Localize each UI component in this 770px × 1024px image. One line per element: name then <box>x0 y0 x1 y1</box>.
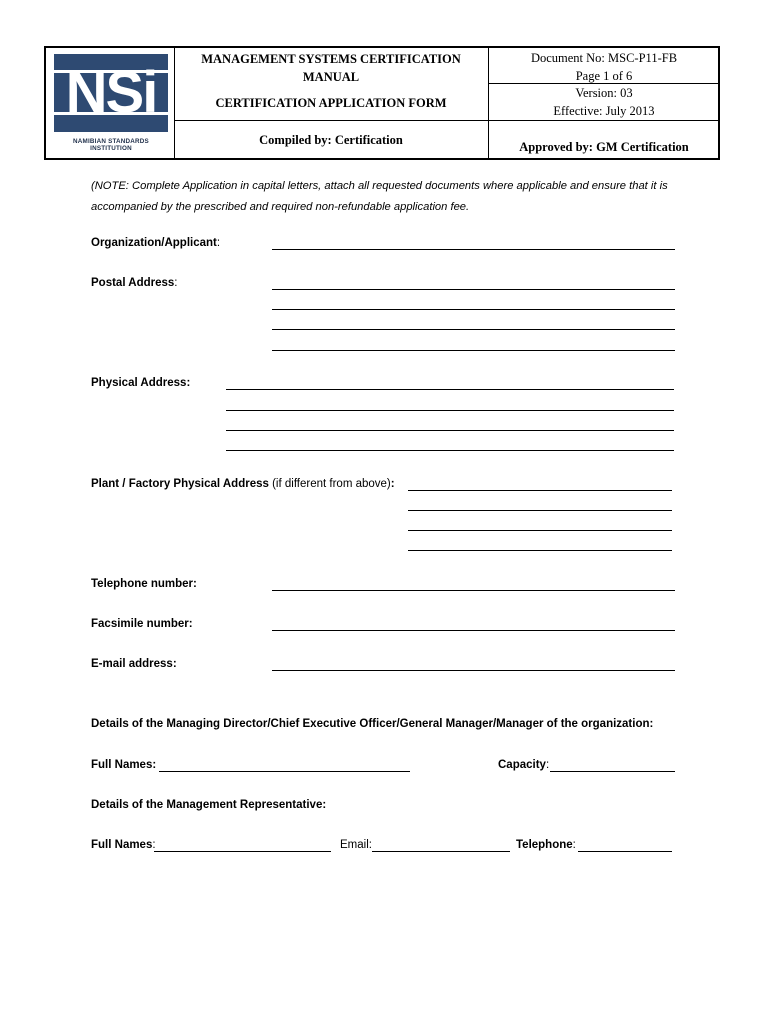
rep-telephone-label: Telephone: <box>516 839 576 851</box>
form-title: CERTIFICATION APPLICATION FORM <box>215 96 447 110</box>
postal-address-line-2[interactable] <box>272 309 675 310</box>
logo-text: NSi <box>65 60 157 125</box>
md-full-names-label: Full Names: <box>91 759 157 771</box>
rep-email-field[interactable] <box>372 851 510 852</box>
md-section-heading: Details of the Managing Director/Chief Executive Officer/General Manager/Manager of the organization: <box>91 718 654 730</box>
physical-address-line-1[interactable] <box>226 389 674 390</box>
document-number: Document No: MSC-P11-FB <box>530 51 678 65</box>
application-note: (NOTE: Complete Application in capital letters, attach all requested documents where applicable and ensure that it is accompanied by the prescribed and required non-refundable application fee. <box>91 180 668 213</box>
postal-address-line-1[interactable] <box>272 289 675 290</box>
rep-section-heading: Details of the Management Representative: <box>91 799 327 811</box>
facsimile-label: Facsimile number: <box>91 618 193 630</box>
postal-address-label: Postal Address: <box>91 277 178 289</box>
md-full-names-field[interactable] <box>159 771 410 772</box>
facsimile-field[interactable] <box>272 630 675 631</box>
document-header <box>44 46 720 160</box>
manual-title-line2: MANUAL <box>302 70 360 84</box>
physical-address-label: Physical Address: <box>91 377 191 389</box>
page-number: Page 1 of 6 <box>575 69 633 83</box>
nsi-logo <box>54 54 168 152</box>
approved-by: Approved by: GM Certification <box>519 140 689 154</box>
md-capacity-field[interactable] <box>550 771 675 772</box>
rep-telephone-field[interactable] <box>578 851 672 852</box>
organization-field[interactable] <box>272 249 675 250</box>
rep-full-names-label: Full Names: <box>91 839 156 851</box>
logo-subtitle: NAMIBIAN STANDARDS INSTITUTION <box>73 138 149 152</box>
plant-address-line-4[interactable] <box>408 550 672 551</box>
plant-address-line-2[interactable] <box>408 510 672 511</box>
email-field[interactable] <box>272 670 675 671</box>
physical-address-line-4[interactable] <box>226 450 674 451</box>
physical-address-line-3[interactable] <box>226 430 674 431</box>
physical-address-line-2[interactable] <box>226 410 674 411</box>
plant-address-line-1[interactable] <box>408 490 672 491</box>
compiled-by: Compiled by: Certification <box>259 133 403 147</box>
organization-label: Organization/Applicant: <box>91 237 221 249</box>
email-label: E-mail address: <box>91 658 177 670</box>
telephone-label: Telephone number: <box>91 578 197 590</box>
telephone-field[interactable] <box>272 590 675 591</box>
plant-address-line-3[interactable] <box>408 530 672 531</box>
effective-date: Effective: July 2013 <box>553 104 655 118</box>
manual-title-line1: MANAGEMENT SYSTEMS CERTIFICATION <box>201 52 461 66</box>
postal-address-line-3[interactable] <box>272 329 675 330</box>
plant-address-label: Plant / Factory Physical Address (if different from above): <box>91 478 395 490</box>
rep-email-label: Email: <box>340 839 372 851</box>
postal-address-line-4[interactable] <box>272 350 675 351</box>
version: Version: 03 <box>575 86 633 100</box>
md-capacity-label: Capacity: <box>498 759 550 771</box>
rep-full-names-field[interactable] <box>154 851 331 852</box>
